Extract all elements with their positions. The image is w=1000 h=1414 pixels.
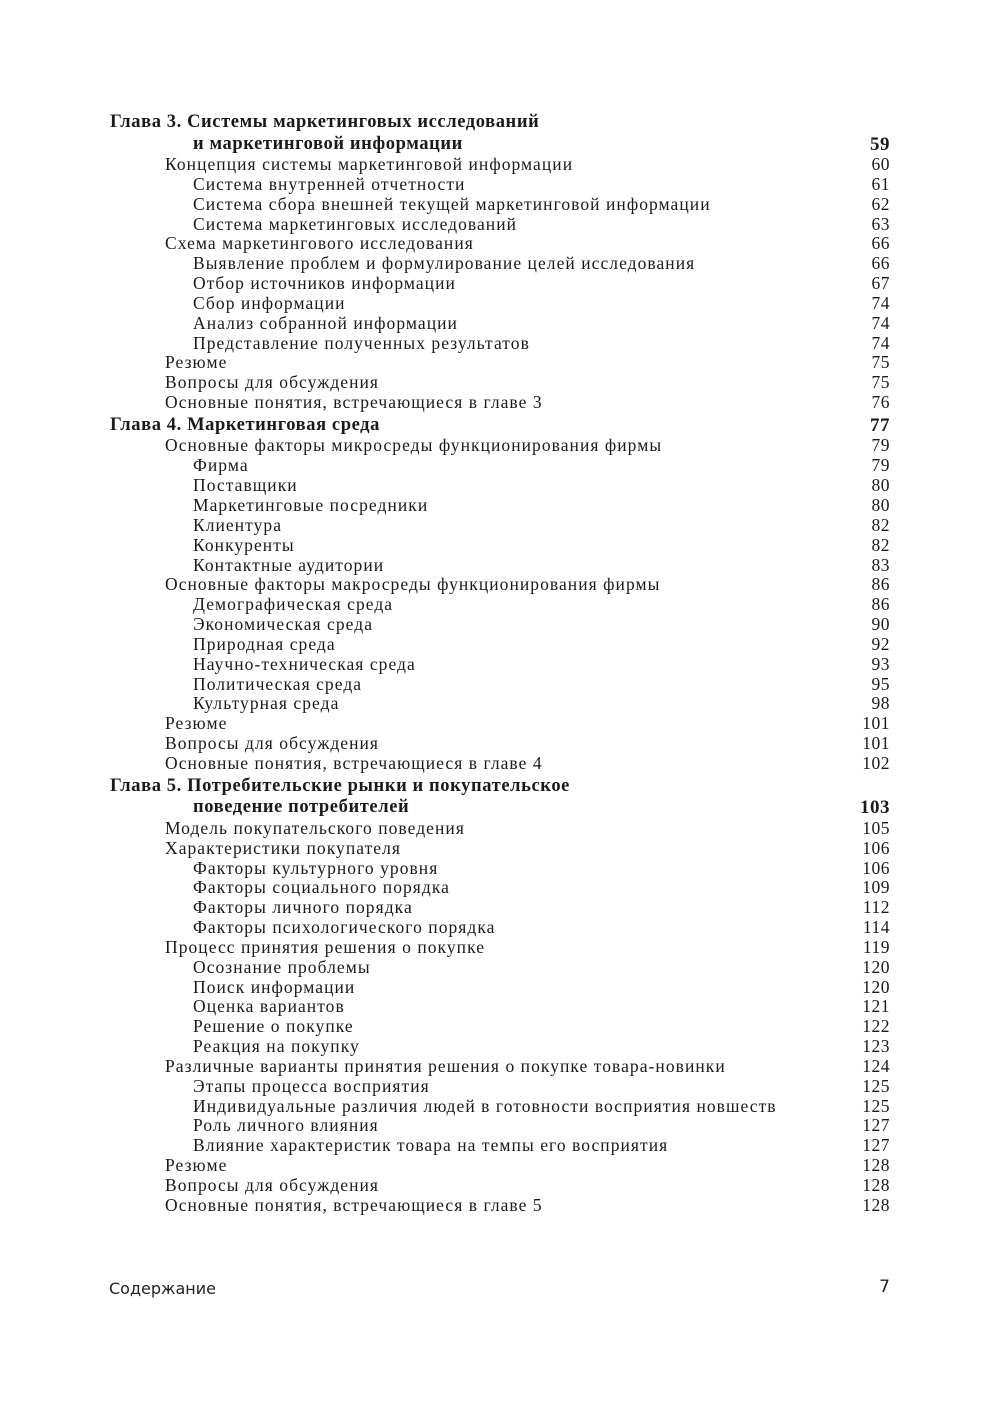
toc-section-page-number: 128 <box>862 1175 890 1195</box>
chapter-heading-title: Глава 3. Системы маркетинговых исследований <box>110 112 540 132</box>
toc-subsection-page-number: 95 <box>871 673 890 694</box>
toc-subsection-title: Выявление проблем и формулирование целей исследования <box>193 253 696 274</box>
toc-subsection-title: Экономическая среда <box>193 614 374 635</box>
toc-subsection-title: Система маркетинговых исследований <box>193 213 518 234</box>
toc-section-page-number: 60 <box>871 154 890 174</box>
toc-subsection[interactable] <box>110 456 890 476</box>
toc-subsection[interactable] <box>110 1077 890 1097</box>
toc-section-title: Модель покупательского поведения <box>165 817 465 838</box>
toc-section-title: Основные понятия, встречающиеся в главе 5 <box>165 1194 543 1215</box>
toc-section-title: Вопросы для обсуждения <box>165 733 380 754</box>
chapter-heading-title: и маркетинговой информации <box>193 133 463 154</box>
toc-section-page-number: 119 <box>862 936 890 957</box>
toc-subsection-page-number: 125 <box>862 1095 890 1116</box>
toc-section[interactable] <box>110 754 890 774</box>
toc-subsection[interactable] <box>110 1136 890 1156</box>
toc-subsection-title: Факторы культурного уровня <box>193 857 439 878</box>
chapter-heading-title: поведение потребителей <box>193 797 410 818</box>
toc-subsection[interactable] <box>110 536 890 556</box>
toc-section-title: Вопросы для обсуждения <box>165 372 380 393</box>
toc-subsection-title: Факторы социального порядка <box>193 877 450 898</box>
toc-section-title: Характеристики покупателя <box>165 837 401 858</box>
toc-subsection-title: Факторы психологического порядка <box>193 917 496 938</box>
toc-subsection-page-number: 120 <box>862 956 890 977</box>
toc-subsection-title: Природная среда <box>193 633 336 654</box>
toc-subsection-title: Представление полученных результатов <box>193 332 530 353</box>
toc-section[interactable] <box>110 1196 890 1216</box>
toc-section-page-number: 75 <box>871 372 890 393</box>
toc-section[interactable] <box>110 436 890 456</box>
toc-subsection-title: Система внутренней отчетности <box>193 173 466 194</box>
toc-subsection-page-number: 66 <box>871 253 890 274</box>
toc-subsection-title: Поставщики <box>193 475 298 496</box>
toc-subsection[interactable] <box>110 898 890 918</box>
toc-section[interactable] <box>110 1176 890 1196</box>
toc-section-title: Основные факторы макросреды функционирования фирмы <box>165 574 661 595</box>
toc-subsection-title: Отбор источников информации <box>193 273 456 294</box>
chapter-heading-page-number: 59 <box>870 133 890 155</box>
toc-subsection[interactable] <box>110 314 890 334</box>
toc-subsection-title: Роль личного влияния <box>193 1115 379 1136</box>
toc-section-title: Основные факторы микросреды функционирования фирмы <box>165 435 663 456</box>
toc-section-title: Концепция системы маркетинговой информации <box>165 154 574 174</box>
toc-section-page-number: 105 <box>862 817 890 838</box>
toc-subsection-title: Система сбора внешней текущей маркетинговой информации <box>193 193 711 214</box>
toc-section[interactable] <box>110 234 890 254</box>
chapter-heading-page-number: 103 <box>860 797 890 819</box>
toc-subsection-title: Демографическая среда <box>193 594 394 615</box>
toc-section-title: Процесс принятия решения о покупке <box>165 936 486 957</box>
toc-subsection-page-number: 127 <box>862 1135 890 1156</box>
toc-section-title: Резюме <box>165 1155 228 1176</box>
toc-subsection-title: Влияние характеристик товара на темпы его восприятия <box>193 1135 669 1156</box>
toc-subsection-title: Сбор информации <box>193 292 346 313</box>
chapter-heading-title: Глава 4. Маркетинговая среда <box>110 414 380 435</box>
table-of-contents <box>110 110 890 1216</box>
toc-section[interactable] <box>110 938 890 958</box>
toc-subsection-page-number: 122 <box>862 1016 890 1037</box>
toc-section-page-number: 102 <box>862 752 890 773</box>
toc-subsection-page-number: 98 <box>871 693 890 714</box>
toc-subsection[interactable] <box>110 294 890 314</box>
toc-section-page-number: 128 <box>862 1155 890 1176</box>
toc-subsection-page-number: 74 <box>871 312 890 333</box>
chapter-heading[interactable] <box>110 415 890 437</box>
toc-section[interactable] <box>110 1156 890 1176</box>
toc-subsection[interactable] <box>110 516 890 536</box>
toc-subsection-page-number: 83 <box>871 554 890 575</box>
toc-section[interactable] <box>110 714 890 734</box>
toc-section[interactable] <box>110 353 890 373</box>
toc-subsection[interactable] <box>110 556 890 576</box>
toc-subsection[interactable] <box>110 175 890 195</box>
toc-section-page-number: 124 <box>862 1055 890 1076</box>
toc-section-page-number: 76 <box>871 392 890 413</box>
toc-subsection[interactable] <box>110 635 890 655</box>
toc-subsection-title: Культурная среда <box>193 693 340 714</box>
toc-subsection-page-number: 121 <box>862 996 890 1017</box>
toc-subsection-title: Анализ собранной информации <box>193 312 458 333</box>
toc-section[interactable] <box>110 734 890 754</box>
toc-subsection[interactable] <box>110 958 890 978</box>
toc-section[interactable] <box>110 393 890 413</box>
toc-subsection-page-number: 63 <box>871 213 890 234</box>
toc-section-page-number: 106 <box>862 837 890 858</box>
toc-subsection-title: Осознание проблемы <box>193 956 371 977</box>
toc-section[interactable] <box>110 373 890 393</box>
toc-subsection-page-number: 109 <box>862 877 890 898</box>
toc-section-page-number: 66 <box>871 233 890 254</box>
toc-subsection-title: Научно-техническая среда <box>193 653 416 674</box>
toc-subsection-page-number: 114 <box>862 917 890 938</box>
toc-subsection-title: Реакция на покупку <box>193 1036 360 1057</box>
toc-section-title: Основные понятия, встречающиеся в главе 3 <box>165 392 543 413</box>
toc-subsection[interactable] <box>110 476 890 496</box>
toc-section-title: Резюме <box>165 713 228 734</box>
toc-subsection-page-number: 90 <box>871 614 890 635</box>
toc-subsection[interactable] <box>110 655 890 675</box>
toc-section-page-number: 101 <box>862 733 890 754</box>
toc-subsection[interactable] <box>110 595 890 615</box>
toc-subsection-page-number: 86 <box>871 594 890 615</box>
toc-subsection[interactable] <box>110 1097 890 1117</box>
toc-subsection-page-number: 125 <box>862 1075 890 1096</box>
toc-section-title: Вопросы для обсуждения <box>165 1175 380 1195</box>
toc-subsection[interactable] <box>110 918 890 938</box>
toc-section-title: Схема маркетингового исследования <box>165 233 474 254</box>
toc-subsection-page-number: 82 <box>871 514 890 535</box>
footer-page-number: 7 <box>879 1277 890 1297</box>
toc-subsection[interactable] <box>110 694 890 714</box>
toc-subsection-title: Индивидуальные различия людей в готовности восприятия новшеств <box>193 1095 777 1116</box>
toc-section-page-number: 79 <box>871 435 890 456</box>
toc-subsection[interactable] <box>110 254 890 274</box>
toc-section-page-number: 101 <box>862 713 890 734</box>
toc-subsection-page-number: 67 <box>871 273 890 294</box>
toc-section[interactable] <box>110 155 890 175</box>
toc-subsection-page-number: 92 <box>871 633 890 654</box>
toc-subsection-page-number: 79 <box>871 455 890 476</box>
toc-subsection-page-number: 61 <box>871 173 890 194</box>
chapter-heading-title: Глава 5. Потребительские рынки и покупательское <box>110 775 570 796</box>
toc-section[interactable] <box>110 819 890 839</box>
toc-section-page-number: 86 <box>871 574 890 595</box>
toc-subsection[interactable] <box>110 496 890 516</box>
toc-subsection-title: Клиентура <box>193 514 283 535</box>
toc-subsection-page-number: 123 <box>862 1036 890 1057</box>
toc-subsection-title: Решение о покупке <box>193 1016 354 1037</box>
toc-subsection[interactable] <box>110 675 890 695</box>
toc-subsection[interactable] <box>110 195 890 215</box>
toc-subsection-page-number: 127 <box>862 1115 890 1136</box>
toc-subsection-title: Политическая среда <box>193 673 363 694</box>
toc-subsection-title: Маркетинговые посредники <box>193 495 429 515</box>
toc-subsection-page-number: 74 <box>871 332 890 353</box>
toc-subsection-title: Факторы личного порядка <box>193 897 413 918</box>
toc-subsection[interactable] <box>110 334 890 354</box>
toc-subsection[interactable] <box>110 1017 890 1037</box>
chapter-heading[interactable] <box>110 776 890 798</box>
toc-section-title: Основные понятия, встречающиеся в главе 4 <box>165 752 543 773</box>
toc-subsection[interactable] <box>110 978 890 998</box>
toc-section-title: Резюме <box>165 352 228 373</box>
toc-subsection-title: Фирма <box>193 455 249 476</box>
footer-section-title: Содержание <box>109 1279 216 1298</box>
toc-subsection[interactable] <box>110 615 890 635</box>
chapter-heading-page-number: 77 <box>870 414 890 436</box>
toc-subsection-page-number: 106 <box>862 857 890 878</box>
toc-subsection[interactable] <box>110 859 890 879</box>
toc-subsection-title: Конкуренты <box>193 534 295 555</box>
toc-section[interactable] <box>110 839 890 859</box>
toc-subsection[interactable] <box>110 1037 890 1057</box>
toc-section-title: Различные варианты принятия решения о покупке товара-новинки <box>165 1055 726 1076</box>
toc-subsection-page-number: 93 <box>871 653 890 674</box>
chapter-heading[interactable] <box>110 112 890 134</box>
toc-section-page-number: 128 <box>862 1194 890 1215</box>
toc-subsection[interactable] <box>110 274 890 294</box>
toc-subsection-page-number: 80 <box>871 475 890 496</box>
toc-subsection[interactable] <box>110 878 890 898</box>
toc-section-page-number: 75 <box>871 352 890 373</box>
toc-section[interactable] <box>110 575 890 595</box>
chapter-heading[interactable] <box>110 134 890 156</box>
toc-subsection-page-number: 112 <box>862 897 890 918</box>
toc-subsection-page-number: 74 <box>871 292 890 313</box>
toc-subsection-page-number: 62 <box>871 193 890 214</box>
toc-section[interactable] <box>110 1057 890 1077</box>
toc-subsection-title: Этапы процесса восприятия <box>193 1075 430 1096</box>
toc-subsection-page-number: 82 <box>871 534 890 555</box>
toc-subsection[interactable] <box>110 1116 890 1136</box>
chapter-heading[interactable] <box>110 797 890 819</box>
toc-subsection-page-number: 120 <box>862 976 890 997</box>
toc-subsection-title: Контактные аудитории <box>193 554 385 575</box>
toc-subsection-title: Поиск информации <box>193 976 356 997</box>
toc-subsection[interactable] <box>110 215 890 235</box>
toc-subsection-title: Оценка вариантов <box>193 996 345 1017</box>
toc-subsection[interactable] <box>110 997 890 1017</box>
toc-subsection-page-number: 80 <box>871 495 890 515</box>
